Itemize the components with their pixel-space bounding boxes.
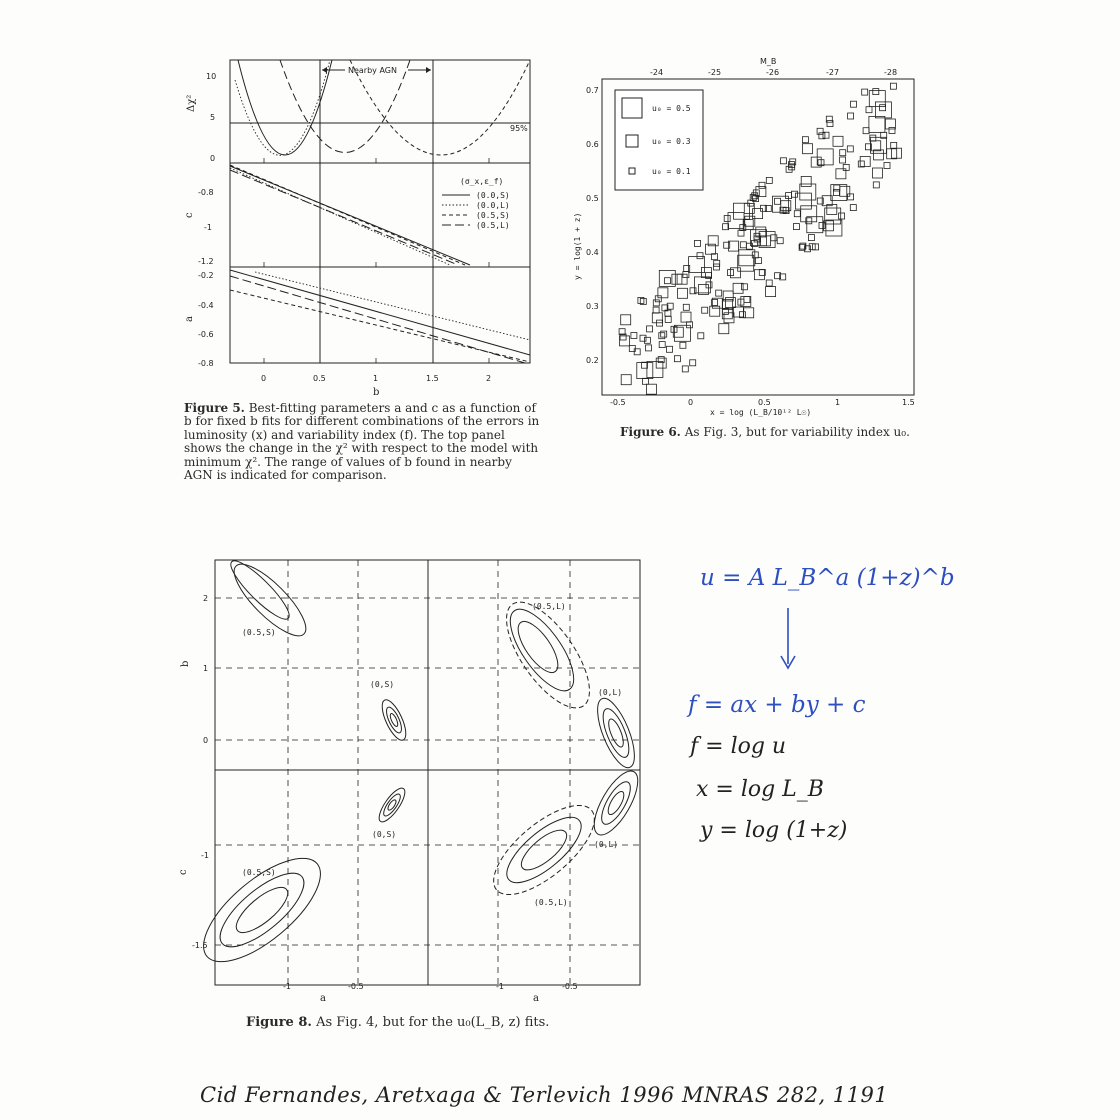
scatter-point — [851, 101, 857, 107]
scatter-point — [697, 253, 703, 259]
f6-ylabel: y = log(1 + z) — [573, 212, 582, 280]
handwritten-formula: u = A L_B^a (1+z)^b — [700, 565, 955, 591]
f6-top-tick: -27 — [826, 68, 840, 77]
figure-6-caption-label: Figure 6. — [620, 425, 681, 439]
scatter-point — [680, 342, 686, 348]
legend-item-3: (0.5,S) — [476, 211, 510, 220]
scatter-point — [862, 89, 868, 95]
f6-xtick: 1 — [835, 398, 841, 407]
scatter-point — [640, 335, 646, 341]
scatter-point — [658, 288, 668, 298]
scatter-point — [801, 206, 817, 222]
f6-top-tick: -26 — [766, 68, 780, 77]
figure-6-caption-text: As Fig. 3, but for variability index u₀. — [684, 425, 910, 439]
scatter-point — [642, 378, 648, 384]
scatter-point — [860, 157, 870, 167]
f8-xtick: -1 — [496, 982, 504, 991]
f6-ytick: 0.2 — [586, 356, 599, 365]
scatter-point — [801, 176, 811, 186]
handwritten-citation: Cid Fernandes, Aretxaga & Terlevich 1996 MNRAS 282, 1191 — [200, 1083, 889, 1107]
f5-xtick: 2 — [486, 374, 492, 383]
f8-xtick: -0.5 — [562, 982, 578, 991]
threshold-label: 95% — [510, 124, 528, 133]
f8-label: (0,L) — [594, 840, 619, 849]
legend-item-4: (0.5,L) — [476, 221, 510, 230]
scatter-point — [653, 307, 659, 313]
scatter-point — [871, 141, 881, 151]
f5-ylabel-mid: c — [184, 212, 195, 218]
scatter-point — [817, 128, 823, 134]
f5-xtick: 0.5 — [313, 374, 326, 383]
scatter-point — [646, 384, 656, 394]
scatter-point — [631, 333, 637, 339]
f5-ytick: -0.8 — [198, 188, 214, 197]
f8-ytick: 0 — [203, 736, 209, 745]
scatter-point — [687, 322, 693, 328]
scatter-point — [834, 185, 840, 191]
scatter-point — [840, 186, 850, 196]
f8-xlabel-right: a — [533, 993, 539, 1004]
f8-xtick: -1 — [283, 982, 291, 991]
scatter-point — [741, 284, 747, 290]
scatter-point — [777, 238, 783, 244]
scatter-point — [714, 264, 720, 270]
scatter-point — [873, 168, 883, 178]
handwritten-eq-2: f = log u — [690, 734, 787, 759]
f8-label: (0.5,S) — [242, 868, 276, 877]
scatter-point — [712, 254, 718, 260]
scatter-point — [653, 300, 659, 306]
scatter-point — [702, 307, 708, 313]
scatter-point — [802, 137, 808, 143]
scatter-point — [866, 107, 872, 113]
f6-ytick: 0.7 — [586, 86, 599, 95]
f5-ytick: 0 — [210, 154, 216, 163]
scatter-point — [652, 313, 662, 323]
f6-ytick: 0.5 — [586, 194, 599, 203]
f6-top-axis-label: M_B — [760, 57, 777, 66]
f5-ylabel-bot: a — [184, 316, 195, 322]
figure-5-plot — [180, 50, 540, 400]
scatter-point — [839, 213, 845, 219]
scatter-point — [880, 105, 886, 111]
scatter-point — [647, 326, 653, 332]
scatter-point — [698, 333, 704, 339]
f6-xlabel: x = log (L_B/10¹² L☉) — [710, 408, 812, 417]
f5-ytick: -0.8 — [198, 359, 214, 368]
scatter-point — [665, 316, 671, 322]
scatter-point — [840, 157, 846, 163]
scatter-point — [766, 287, 776, 297]
scatter-point — [716, 290, 722, 296]
f6-ytick: 0.3 — [586, 302, 599, 311]
f6-ytick: 0.4 — [586, 248, 599, 257]
scatter-point — [840, 150, 846, 156]
f8-ytick: -1 — [201, 851, 209, 860]
scatter-point — [833, 190, 839, 196]
scatter-point — [833, 136, 843, 146]
f5-ytick: -1 — [204, 223, 212, 232]
handwritten-eq-4: y = log (1+z) — [700, 818, 848, 843]
handwritten-eq-3: x = log L_B — [696, 777, 824, 802]
scatter-point — [848, 194, 854, 200]
scatter-point — [674, 356, 680, 362]
scatter-point — [751, 230, 767, 246]
scatter-point — [647, 362, 663, 378]
f8-label: (0.5,S) — [242, 628, 276, 637]
f5-xlabel: b — [373, 387, 380, 398]
scatter-point — [661, 331, 667, 337]
scatter-point — [620, 336, 630, 346]
scatter-point — [863, 128, 869, 134]
f6-xtick: -0.5 — [610, 398, 626, 407]
figure-8-plot — [170, 555, 650, 1005]
legend-title: (σ_x,ε_f) — [460, 177, 504, 186]
scatter-point — [889, 128, 895, 134]
legend-item-1: (0.0,S) — [476, 191, 510, 200]
f6-top-tick: -24 — [650, 68, 664, 77]
scatter-point — [766, 280, 772, 286]
scatter-point — [873, 89, 879, 95]
scatter-point — [734, 203, 750, 219]
f5-ylabel-top: Δχ² — [186, 94, 197, 112]
scatter-point — [621, 315, 631, 325]
f5-xtick: 0 — [261, 374, 267, 383]
f8-label: (0,S) — [372, 830, 397, 839]
scatter-point — [755, 258, 761, 264]
nearby-agn-label: Nearby AGN — [348, 66, 397, 75]
scatter-point — [850, 205, 856, 211]
f5-ytick: 10 — [206, 72, 217, 81]
scatter-point — [683, 304, 689, 310]
scatter-point — [847, 146, 853, 152]
f6-ytick: 0.6 — [586, 140, 599, 149]
f8-label: (0.5,L) — [532, 602, 566, 611]
scatter-point — [667, 346, 673, 352]
scatter-point — [682, 366, 688, 372]
f6-top-tick: -25 — [708, 68, 722, 77]
figure-6-caption — [620, 426, 920, 439]
scatter-point — [808, 235, 814, 241]
scatter-point — [884, 163, 890, 169]
scatter-point — [848, 113, 854, 119]
scatter-point — [637, 363, 653, 379]
f8-label: (0,L) — [598, 688, 623, 697]
scatter-point — [656, 358, 666, 368]
figure-8-caption-text: As Fig. 4, but for the u₀(L_B, z) fits. — [316, 1015, 550, 1030]
f8-xlabel-left: a — [320, 993, 326, 1004]
f8-ylabel-top: b — [180, 660, 191, 667]
f5-ytick: -0.4 — [198, 301, 214, 310]
scatter-point — [781, 158, 787, 164]
down-arrow-icon — [778, 606, 798, 672]
scatter-point — [621, 375, 631, 385]
f5-xtick: 1 — [373, 374, 379, 383]
f8-ytick: 2 — [203, 594, 209, 603]
f5-ytick: -0.2 — [198, 271, 214, 280]
scatter-point — [665, 278, 671, 284]
scatter-point — [678, 288, 688, 298]
f6-xtick: 0 — [688, 398, 694, 407]
scatter-point — [759, 232, 775, 248]
scatter-point — [794, 211, 800, 217]
f8-ylabel-bot: c — [178, 869, 189, 875]
scatter-point — [759, 182, 765, 188]
f6-legend-1: u₀ = 0.5 — [652, 104, 691, 113]
scatter-point — [874, 150, 884, 160]
scatter-point — [719, 324, 729, 334]
f8-ytick: -1.5 — [192, 941, 208, 950]
scatter-point — [710, 306, 720, 316]
f6-top-tick: -28 — [884, 68, 898, 77]
scatter-point — [869, 91, 885, 107]
scatter-point — [659, 342, 665, 348]
scatter-point — [690, 360, 696, 366]
scatter-point — [646, 345, 652, 351]
figure-5-caption-text: Best-fitting parameters a and c as a function of b for fixed b fits for different combinations of the errors in luminosity (x) and variability index (f). The top panel shows the change in the χ² with respect to the model with minimum χ². The range of values of b found in nearby AGN is indicated for comparison. — [184, 401, 540, 483]
scatter-point — [890, 83, 896, 89]
figure-8-caption — [246, 1016, 666, 1029]
legend-item-2: (0.0,L) — [476, 201, 510, 210]
scatter-point — [792, 191, 798, 197]
scatter-point — [644, 337, 650, 343]
f6-xtick: 1.5 — [902, 398, 915, 407]
scatter-point — [724, 216, 730, 222]
scatter-point — [744, 297, 750, 303]
scatter-point — [891, 142, 897, 148]
scatter-point — [659, 333, 665, 339]
f5-ytick: -1.2 — [198, 257, 214, 266]
f6-legend-2: u₀ = 0.3 — [652, 137, 691, 146]
scatter-point — [771, 235, 777, 241]
scatter-point — [873, 182, 879, 188]
f8-label: (0,S) — [370, 680, 395, 689]
scatter-point — [807, 217, 823, 233]
f6-xtick: 0.5 — [758, 398, 771, 407]
scatter-point — [869, 116, 885, 132]
f8-label: (0.5,L) — [534, 898, 568, 907]
scatter-point — [803, 144, 813, 154]
figure-5-caption-label: Figure 5. — [184, 401, 245, 415]
scatter-point — [775, 198, 781, 204]
scatter-point — [766, 177, 772, 183]
scatter-point — [819, 222, 825, 228]
f8-ytick: 1 — [203, 664, 209, 673]
f8-xtick: -0.5 — [348, 982, 364, 991]
figure-5-caption — [184, 402, 540, 482]
handwritten-eq-1: f = ax + by + c — [688, 692, 866, 718]
scatter-point — [695, 240, 701, 246]
scatter-point — [826, 220, 842, 236]
scatter-point — [793, 224, 799, 230]
f5-xtick: 1.5 — [426, 374, 439, 383]
f5-ytick: -0.6 — [198, 330, 214, 339]
figure-8-caption-label: Figure 8. — [246, 1015, 312, 1030]
f6-legend-3: u₀ = 0.1 — [652, 167, 691, 176]
figure-6-plot — [570, 55, 920, 420]
f5-ytick: 5 — [210, 113, 216, 122]
scatter-point — [740, 242, 746, 248]
scatter-point — [714, 260, 720, 266]
scatter-point — [681, 312, 691, 322]
